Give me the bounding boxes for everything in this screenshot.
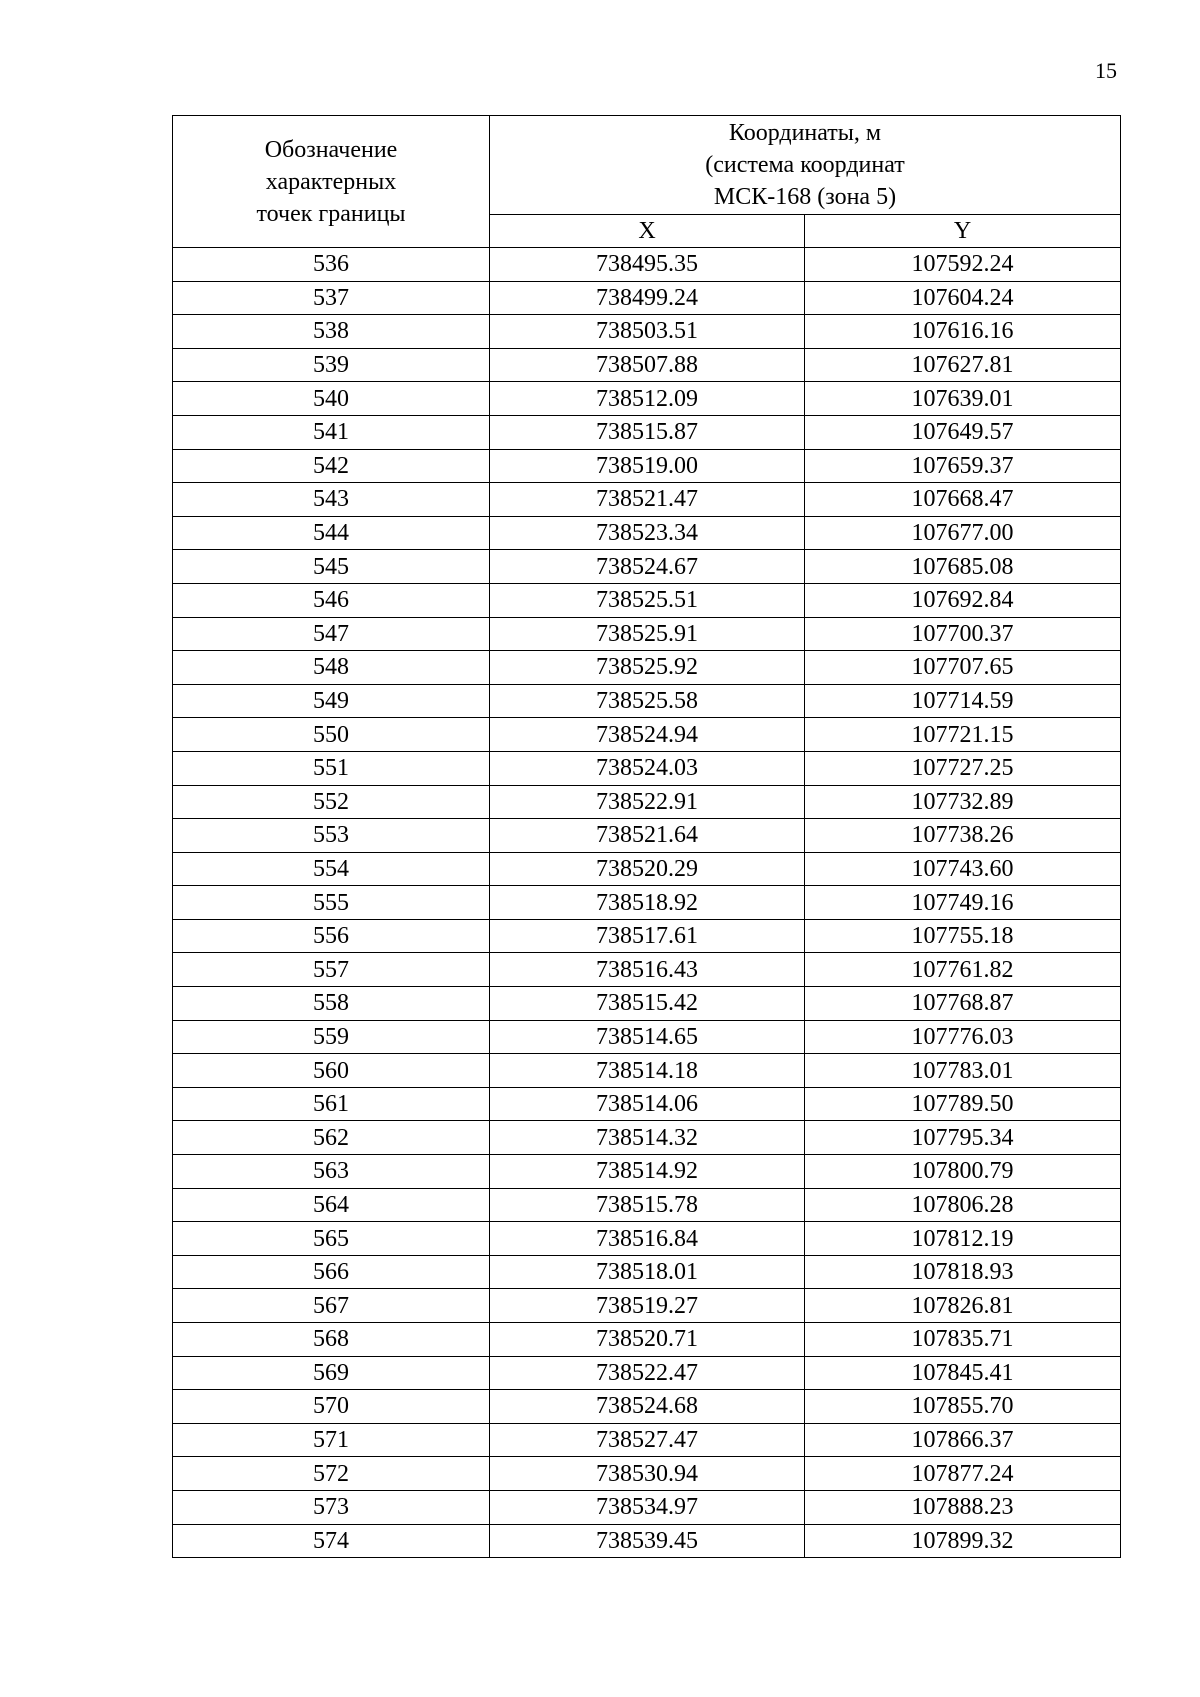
y-coordinate-cell: 107707.65 (805, 651, 1121, 685)
point-id-cell: 571 (173, 1423, 490, 1457)
x-coordinate-cell: 738517.61 (490, 919, 805, 953)
table-row (173, 1121, 1121, 1155)
point-id-cell: 564 (173, 1188, 490, 1222)
point-id-cell: 546 (173, 583, 490, 617)
y-coordinate-cell: 107627.81 (805, 348, 1121, 382)
x-coordinate-cell: 738514.65 (490, 1020, 805, 1054)
y-coordinate-cell: 107789.50 (805, 1087, 1121, 1121)
x-coordinate-cell: 738512.09 (490, 382, 805, 416)
x-coordinate-cell: 738514.18 (490, 1054, 805, 1088)
header-x: X (490, 215, 805, 248)
point-id-cell: 544 (173, 516, 490, 550)
table-row (173, 852, 1121, 886)
table-row (173, 1155, 1121, 1189)
y-coordinate-cell: 107604.24 (805, 281, 1121, 315)
x-coordinate-cell: 738520.71 (490, 1323, 805, 1357)
y-coordinate-cell: 107845.41 (805, 1356, 1121, 1390)
table-row (173, 1390, 1121, 1424)
point-id-cell: 539 (173, 348, 490, 382)
point-id-cell: 553 (173, 819, 490, 853)
table-row (173, 281, 1121, 315)
y-coordinate-cell: 107743.60 (805, 852, 1121, 886)
point-id-cell: 554 (173, 852, 490, 886)
y-coordinate-cell: 107639.01 (805, 382, 1121, 416)
y-coordinate-cell: 107776.03 (805, 1020, 1121, 1054)
point-id-cell: 561 (173, 1087, 490, 1121)
point-id-cell: 574 (173, 1524, 490, 1558)
table-row (173, 785, 1121, 819)
table-row (173, 315, 1121, 349)
table-body (173, 248, 1121, 1558)
y-coordinate-cell: 107668.47 (805, 483, 1121, 517)
header-coords-line: МСК-168 (зона 5) (713, 184, 897, 210)
y-coordinate-cell: 107738.26 (805, 819, 1121, 853)
x-coordinate-cell: 738520.29 (490, 852, 805, 886)
point-id-cell: 570 (173, 1390, 490, 1424)
y-coordinate-cell: 107692.84 (805, 583, 1121, 617)
point-id-cell: 573 (173, 1490, 490, 1524)
x-coordinate-cell: 738518.01 (490, 1255, 805, 1289)
point-id-cell: 566 (173, 1255, 490, 1289)
header-points-line: точек границы (256, 200, 406, 227)
header-coordinates (490, 116, 1121, 215)
y-coordinate-cell: 107700.37 (805, 617, 1121, 651)
y-coordinate-cell: 107721.15 (805, 718, 1121, 752)
table-row (173, 516, 1121, 550)
table-row (173, 718, 1121, 752)
x-coordinate-cell: 738524.03 (490, 751, 805, 785)
table-row (173, 1289, 1121, 1323)
y-coordinate-cell: 107877.24 (805, 1457, 1121, 1491)
x-coordinate-cell: 738530.94 (490, 1457, 805, 1491)
coordinates-table (172, 115, 1121, 1558)
table-row (173, 1524, 1121, 1558)
point-id-cell: 568 (173, 1323, 490, 1357)
x-coordinate-cell: 738527.47 (490, 1423, 805, 1457)
point-id-cell: 572 (173, 1457, 490, 1491)
point-id-cell: 541 (173, 415, 490, 449)
header-y: Y (805, 215, 1121, 248)
y-coordinate-cell: 107812.19 (805, 1222, 1121, 1256)
table-row (173, 1457, 1121, 1491)
y-coordinate-cell: 107899.32 (805, 1524, 1121, 1558)
table-row (173, 1356, 1121, 1390)
x-coordinate-cell: 738524.94 (490, 718, 805, 752)
table-row (173, 751, 1121, 785)
table-row (173, 483, 1121, 517)
x-coordinate-cell: 738507.88 (490, 348, 805, 382)
x-coordinate-cell: 738515.78 (490, 1188, 805, 1222)
point-id-cell: 548 (173, 651, 490, 685)
point-id-cell: 540 (173, 382, 490, 416)
y-coordinate-cell: 107795.34 (805, 1121, 1121, 1155)
point-id-cell: 558 (173, 987, 490, 1021)
y-coordinate-cell: 107685.08 (805, 550, 1121, 584)
y-coordinate-cell: 107592.24 (805, 248, 1121, 282)
table-row (173, 919, 1121, 953)
point-id-cell: 565 (173, 1222, 490, 1256)
header-points-column (173, 116, 490, 248)
table-row (173, 1188, 1121, 1222)
table-row (173, 819, 1121, 853)
y-coordinate-cell: 107761.82 (805, 953, 1121, 987)
point-id-cell: 562 (173, 1121, 490, 1155)
table-row (173, 348, 1121, 382)
y-coordinate-cell: 107783.01 (805, 1054, 1121, 1088)
x-coordinate-cell: 738514.32 (490, 1121, 805, 1155)
point-id-cell: 555 (173, 886, 490, 920)
x-coordinate-cell: 738519.00 (490, 449, 805, 483)
y-coordinate-cell: 107714.59 (805, 684, 1121, 718)
header-coords-line: (система координат (705, 152, 905, 178)
x-coordinate-cell: 738521.47 (490, 483, 805, 517)
x-coordinate-cell: 738523.34 (490, 516, 805, 550)
y-coordinate-cell: 107755.18 (805, 919, 1121, 953)
table-row (173, 1323, 1121, 1357)
y-coordinate-cell: 107818.93 (805, 1255, 1121, 1289)
table-row (173, 583, 1121, 617)
x-coordinate-cell: 738524.68 (490, 1390, 805, 1424)
point-id-cell: 567 (173, 1289, 490, 1323)
x-coordinate-cell: 738524.67 (490, 550, 805, 584)
point-id-cell: 557 (173, 953, 490, 987)
x-coordinate-cell: 738515.87 (490, 415, 805, 449)
x-coordinate-cell: 738515.42 (490, 987, 805, 1021)
point-id-cell: 552 (173, 785, 490, 819)
point-id-cell: 551 (173, 751, 490, 785)
point-id-cell: 563 (173, 1155, 490, 1189)
y-coordinate-cell: 107835.71 (805, 1323, 1121, 1357)
table-row (173, 617, 1121, 651)
point-id-cell: 537 (173, 281, 490, 315)
point-id-cell: 549 (173, 684, 490, 718)
point-id-cell: 569 (173, 1356, 490, 1390)
x-coordinate-cell: 738521.64 (490, 819, 805, 853)
point-id-cell: 556 (173, 919, 490, 953)
x-coordinate-cell: 738503.51 (490, 315, 805, 349)
x-coordinate-cell: 738522.47 (490, 1356, 805, 1390)
table-row (173, 415, 1121, 449)
table-row (173, 550, 1121, 584)
x-coordinate-cell: 738518.92 (490, 886, 805, 920)
x-coordinate-cell: 738519.27 (490, 1289, 805, 1323)
y-coordinate-cell: 107649.57 (805, 415, 1121, 449)
y-coordinate-cell: 107732.89 (805, 785, 1121, 819)
table-row (173, 987, 1121, 1021)
table-row (173, 1255, 1121, 1289)
point-id-cell: 559 (173, 1020, 490, 1054)
table-row (173, 886, 1121, 920)
table-row (173, 248, 1121, 282)
table-row (173, 953, 1121, 987)
y-coordinate-cell: 107888.23 (805, 1490, 1121, 1524)
header-coords-line: Координаты, м (728, 120, 882, 146)
x-coordinate-cell: 738539.45 (490, 1524, 805, 1558)
table-row (173, 1423, 1121, 1457)
table-row (173, 1222, 1121, 1256)
x-coordinate-cell: 738516.43 (490, 953, 805, 987)
table-row (173, 449, 1121, 483)
point-id-cell: 538 (173, 315, 490, 349)
x-coordinate-cell: 738522.91 (490, 785, 805, 819)
x-coordinate-cell: 738525.92 (490, 651, 805, 685)
table-header (173, 116, 1121, 248)
x-coordinate-cell: 738525.58 (490, 684, 805, 718)
x-coordinate-cell: 738534.97 (490, 1490, 805, 1524)
y-coordinate-cell: 107677.00 (805, 516, 1121, 550)
point-id-cell: 560 (173, 1054, 490, 1088)
table-row (173, 1087, 1121, 1121)
point-id-cell: 545 (173, 550, 490, 584)
x-coordinate-cell: 738514.06 (490, 1087, 805, 1121)
x-coordinate-cell: 738525.91 (490, 617, 805, 651)
y-coordinate-cell: 107806.28 (805, 1188, 1121, 1222)
page-number: 15 (1095, 58, 1117, 83)
point-id-cell: 550 (173, 718, 490, 752)
y-coordinate-cell: 107800.79 (805, 1155, 1121, 1189)
table-row (173, 1054, 1121, 1088)
point-id-cell: 542 (173, 449, 490, 483)
x-coordinate-cell: 738499.24 (490, 281, 805, 315)
header-points-line: Обозначение (264, 136, 398, 163)
table-row (173, 1490, 1121, 1524)
header-points-line: характерных (265, 168, 397, 195)
x-coordinate-cell: 738516.84 (490, 1222, 805, 1256)
y-coordinate-cell: 107727.25 (805, 751, 1121, 785)
point-id-cell: 543 (173, 483, 490, 517)
table-row (173, 1020, 1121, 1054)
x-coordinate-cell: 738495.35 (490, 248, 805, 282)
table-row (173, 651, 1121, 685)
y-coordinate-cell: 107616.16 (805, 315, 1121, 349)
y-coordinate-cell: 107749.16 (805, 886, 1121, 920)
y-coordinate-cell: 107826.81 (805, 1289, 1121, 1323)
point-id-cell: 547 (173, 617, 490, 651)
y-coordinate-cell: 107855.70 (805, 1390, 1121, 1424)
y-coordinate-cell: 107659.37 (805, 449, 1121, 483)
table-row (173, 382, 1121, 416)
x-coordinate-cell: 738525.51 (490, 583, 805, 617)
point-id-cell: 536 (173, 248, 490, 282)
y-coordinate-cell: 107768.87 (805, 987, 1121, 1021)
x-coordinate-cell: 738514.92 (490, 1155, 805, 1189)
y-coordinate-cell: 107866.37 (805, 1423, 1121, 1457)
table-row (173, 684, 1121, 718)
